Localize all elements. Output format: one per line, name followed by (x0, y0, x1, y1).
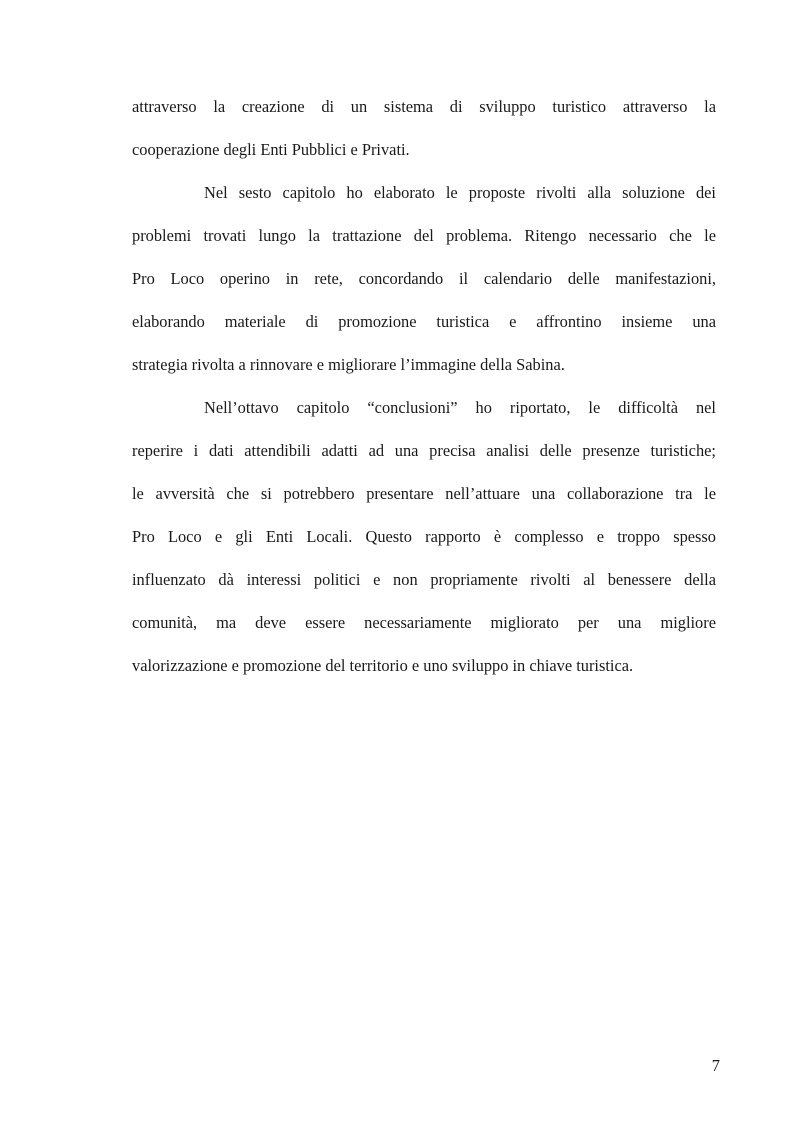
body-text (132, 85, 716, 687)
paragraph-line: Nell’ottavo capitolo “conclusioni” ho riportato, le difficoltà nel (204, 398, 716, 417)
paragraph-line: attraverso la creazione di un sistema di sviluppo turistico attraverso la (132, 97, 716, 116)
paragraph-line: problemi trovati lungo la trattazione del problema. Ritengo necessario che le (132, 226, 716, 245)
paragraph-line: le avversità che si potrebbero presentare nell’attuare una collaborazione tra le (132, 484, 716, 503)
paragraph-line: reperire i dati attendibili adatti ad una precisa analisi delle presenze turistiche; (132, 441, 716, 460)
paragraph-line: cooperazione degli Enti Pubblici e Privati. (132, 140, 410, 159)
paragraph-line: valorizzazione e promozione del territorio e uno sviluppo in chiave turistica. (132, 656, 634, 675)
page-number: 7 (711, 1056, 720, 1075)
paragraph-line: elaborando materiale di promozione turistica e affrontino insieme una (132, 312, 716, 331)
paragraph-line: comunità, ma deve essere necessariamente migliorato per una migliore (132, 613, 716, 632)
paragraph-line: Nel sesto capitolo ho elaborato le proposte rivolti alla soluzione dei (204, 183, 716, 202)
paragraph-3 (132, 386, 716, 687)
paragraph-1 (132, 85, 716, 171)
paragraph-2 (132, 171, 716, 386)
paragraph-line: Pro Loco operino in rete, concordando il calendario delle manifestazioni, (132, 269, 716, 288)
paragraph-line: influenzato dà interessi politici e non propriamente rivolti al benessere della (132, 570, 716, 589)
paragraph-line: strategia rivolta a rinnovare e migliorare l’immagine della Sabina. (132, 355, 565, 374)
paragraph-line: Pro Loco e gli Enti Locali. Questo rapporto è complesso e troppo spesso (132, 527, 716, 546)
